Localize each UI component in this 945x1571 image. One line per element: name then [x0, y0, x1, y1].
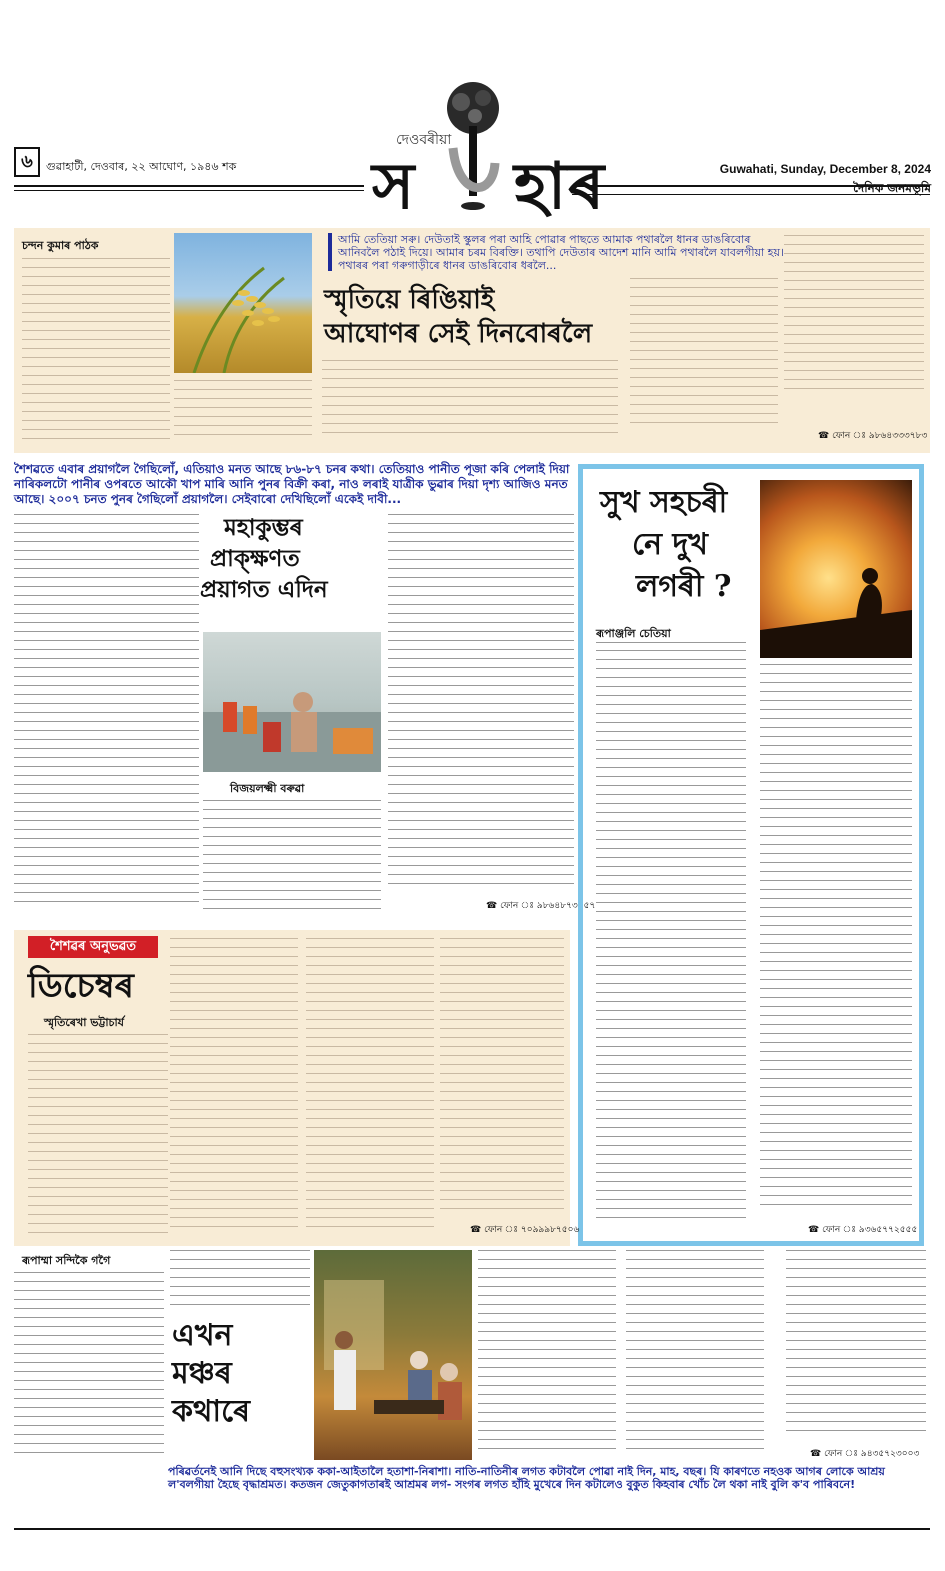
article3-phone: ☎ ফোন ঃ ৯৩৬৫৭৭২৫৫৫: [808, 1225, 918, 1235]
article2-text-col3: [388, 514, 574, 894]
article1-author: চন্দন কুমাৰ পাঠক: [22, 239, 99, 252]
sunset-photo: [760, 480, 912, 658]
article3-headline-line3: লগৰী ?: [636, 569, 732, 604]
supplement-label: দেওবৰীয়া: [396, 132, 452, 148]
article3-author: ৰূপাঞ্জলি চেতিয়া: [596, 627, 671, 640]
article5-phone: ☎ ফোন ঃ ৯৪৩৫৭২৩০০৩: [810, 1449, 920, 1459]
article2-headline-line1: মহাকুম্ভৰ: [224, 514, 303, 541]
logo-right-letters: হাৰ: [514, 149, 607, 224]
article3-headline-line1: সুখ সহচৰী: [600, 485, 728, 520]
article4-author: স্মৃতিৰেখা ভট্টাচাৰ্য: [44, 1016, 125, 1029]
article1-text-col4: [630, 278, 778, 448]
article2-text-col2: [203, 800, 381, 916]
article5-text-col2: [170, 1250, 310, 1312]
article5-headline-line3: কথাৰে: [172, 1394, 251, 1429]
article1-headline-line1: স্মৃতিয়ে ৰিঙিয়াই: [324, 285, 495, 315]
article4-kicker: শৈশৱৰ অনুভৱত: [28, 936, 158, 958]
article5-text-col3: [478, 1250, 616, 1460]
article2-intro: শৈশৱতে এবাৰ প্ৰয়াগলৈ গৈছিলোঁ, এতিয়াও মনত আছে ৮৬-৮৭ চনৰ কথা। তেতিয়াও পানীত পূজা কৰি পেলাই দিয়া নাৰিকলটো পানীৰ ওপৰতে আকৌ খাপ মাৰি আনি পুনৰ বিক্ৰী কৰা, নাও লৰাই যাত্ৰীক ভুৱাৰ দিয়া দৃশ্য আজিও মনত আছে। ২০০৭ চনত পুনৰ গৈছিলোঁ প্ৰয়াগলৈ। সেইবাৰো দেখিছিলোঁ একেই দাবী...: [14, 462, 570, 506]
article5-text-col1: [14, 1272, 164, 1460]
article1-headline-line2: আঘোণৰ সেই দিনবোৰলৈ: [324, 319, 593, 349]
article1-text-col3: [322, 360, 618, 448]
article1-intro-bar: [328, 233, 332, 271]
article5-footer-quote: পৰিৱৰ্তনেই আনি দিছে বহুসংখ্যক ককা-আইতালৈ হতাশা-নিৰাশা। নাতি-নাতিনীৰ লগত কটাবলৈ পোৱা নাই দিন, মাহ, বছৰ। যি কাৰণতে নহওক আগৰ লোকে আশ্ৰয় ল'বলগীয়া হৈছে বৃদ্ধাশ্ৰমত। কতজন জেতুকাগতাৰই আশ্ৰমৰ লগ- সংগৰ লগত হাঁহি মুখেৰে দিন কটালেও বুকুত কিহবাৰ খোঁচ লৈ থকা নাই বুলি ক'ব পাৰিবনে!: [168, 1465, 885, 1491]
tree-logo-icon: [433, 78, 513, 218]
article4-text-col2: [170, 938, 298, 1238]
english-date: Guwahati, Sunday, December 8, 2024: [719, 162, 931, 176]
logo-left-letter: স: [372, 149, 417, 224]
article5-author: ৰূপাম্মা সন্দিকৈ গগৈ: [22, 1254, 111, 1267]
article5-headline-line2: মঞ্চৰ: [172, 1356, 232, 1391]
article3-author-rule: [596, 642, 746, 643]
masthead-rule-left-thin: [14, 190, 364, 191]
paper-name: দৈনিক জনমভূমি: [853, 181, 931, 195]
elderly-group-photo: [314, 1250, 472, 1460]
article2-author: বিজয়লক্ষ্মী বৰুৱা: [230, 782, 305, 795]
dateline: গুৱাহাটী, দেওবাৰ, ২২ আঘোণ, ১৯৪৬ শক: [46, 160, 237, 173]
article1-text-col1: [22, 258, 170, 448]
article5-text-col5: [786, 1250, 926, 1440]
kumbh-photo: [203, 632, 381, 772]
article1-text-col2: [174, 380, 312, 448]
masthead-rule-left: [14, 185, 364, 187]
article4-phone: ☎ ফোন ঃ ৭০৯৯৯৮৭৫০৬: [470, 1225, 580, 1235]
article4-text-col4: [440, 938, 564, 1216]
page-number: ৬: [14, 147, 40, 177]
article5-headline-line1: এখন: [172, 1318, 233, 1353]
article2-phone: ☎ ফোন ঃ ৯৮৬৪৮৭৩১৫৭: [486, 901, 596, 911]
article1-text-col5: [784, 235, 924, 415]
article3-headline-line2: নে দুখ: [632, 527, 708, 562]
article3-text-col1: [596, 650, 746, 1230]
article1-phone: ☎ ফোন ঃ ৯৮৬৪৩৩৩৭৮৩: [818, 431, 928, 441]
rice-photo: [174, 233, 312, 373]
article4-text-col3: [306, 938, 434, 1238]
article3-text-col2: [760, 664, 912, 1214]
article2-text-col1: [14, 514, 199, 916]
article2-headline-line3: প্ৰয়াগত এদিন: [200, 576, 328, 603]
article2-headline-line2: প্ৰাক্‌ক্ষণত: [210, 545, 300, 572]
article4-text-col1: [28, 1034, 168, 1239]
article4-headline: ডিচেম্বৰ: [28, 966, 134, 1006]
article5-text-col4: [626, 1250, 764, 1460]
page-bottom-rule: [14, 1528, 930, 1530]
article1-intro: আমি তেতিয়া সৰু। দেউতাই স্কুলৰ পৰা আহি পোৱাৰ পাছতে আমাক পথাৰলৈ ধানৰ ডাঙৰিবোৰ আনিবলৈ পঠাই দিয়ে। আমাৰ চৰম বিৰক্তি। তথাপি দেউতাৰ আদেশ মানি আমি পথাৰলৈ যাবলগীয়া হয়। পথাৰৰ পৰা গৰুগাড়ীৰে ধানৰ ডাঙৰিবোৰ ধৰলৈ...: [338, 233, 784, 272]
